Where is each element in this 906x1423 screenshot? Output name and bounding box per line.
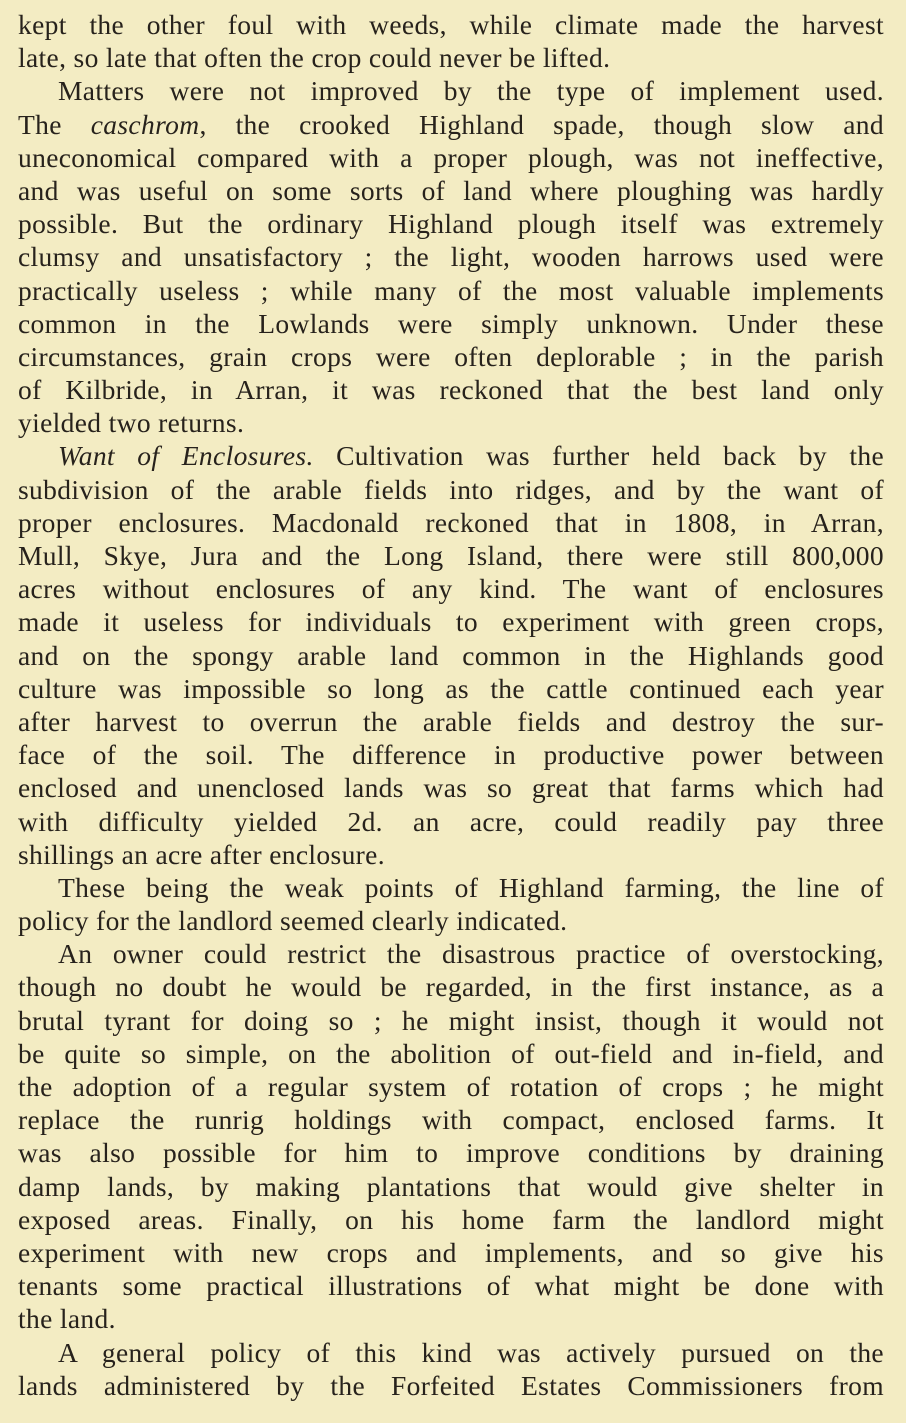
text-span: Matters were not improved by the type of implement used.	[58, 75, 884, 107]
text-span: possible. But the ordinary Highland plough itself was extremely	[18, 208, 884, 240]
text-span: brutal tyrant for doing so ; he might insist, though it would not	[18, 1004, 884, 1036]
text-span: lands administered by the Forfeited Estates Commissioners from	[18, 1369, 884, 1401]
text-line	[18, 174, 884, 207]
text-line	[18, 838, 884, 871]
text-line	[18, 373, 884, 406]
text-line	[18, 1136, 884, 1169]
text-span: tenants some practical illustrations of what might be done with	[18, 1270, 884, 1302]
paragraph	[18, 937, 884, 1335]
text-span: An owner could restrict the disastrous practice of overstocking,	[58, 938, 884, 970]
text-line	[18, 307, 884, 340]
text-line	[18, 8, 884, 41]
text-span: clumsy and unsatisfactory ; the light, wooden harrows used were	[18, 241, 884, 273]
text-span: practically useless ; while many of the most valuable implements	[18, 274, 884, 306]
text-line	[18, 738, 884, 771]
text-span: circumstances, grain crops were often deplorable ; in the parish	[18, 340, 884, 372]
text-span: of Kilbride, in Arran, it was reckoned that the best land only	[18, 374, 884, 406]
text-line	[18, 1302, 884, 1335]
text-span: Cultivation was further held back by the	[313, 440, 884, 472]
text-span: the land.	[18, 1303, 116, 1335]
text-line	[18, 970, 884, 1003]
paragraph	[18, 8, 884, 74]
text-line	[18, 539, 884, 572]
text-line	[18, 1269, 884, 1302]
text-span: with difficulty yielded 2d. an acre, could readily pay three	[18, 805, 884, 837]
text-span: These being the weak points of Highland farming, the line of	[58, 871, 884, 903]
italic-text: caschrom	[90, 108, 200, 140]
text-span: shillings an acre after enclosure.	[18, 838, 385, 870]
text-span: and on the spongy arable land common in the Highlands good	[18, 639, 884, 671]
text-span: culture was impossible so long as the cattle continued each year	[18, 672, 884, 704]
text-line	[18, 639, 884, 672]
text-span: enclosed and unenclosed lands was so great that farms which had	[18, 772, 884, 804]
text-span: made it useless for individuals to experiment with green crops,	[18, 606, 884, 638]
paragraph	[18, 871, 884, 937]
text-line	[18, 605, 884, 638]
text-line	[18, 1103, 884, 1136]
text-span: face of the soil. The difference in productive power between	[18, 739, 884, 771]
text-span: , the crooked Highland spade, though slow and	[199, 108, 884, 140]
text-span: the adoption of a regular system of rotation of crops ; he might	[18, 1071, 884, 1102]
text-span: yielded two returns.	[18, 407, 245, 439]
text-line	[18, 572, 884, 605]
text-line	[18, 240, 884, 273]
text-line	[18, 672, 884, 705]
text-line	[18, 705, 884, 738]
text-span: common in the Lowlands were simply unknown. Under these	[18, 307, 884, 339]
text-line	[18, 439, 884, 472]
text-line	[18, 1037, 884, 1070]
text-line	[18, 1004, 884, 1037]
text-span: policy for the landlord seemed clearly indicated.	[18, 905, 568, 937]
text-line	[18, 1336, 884, 1369]
text-line	[18, 1203, 884, 1236]
text-span: exposed areas. Finally, on his home farm the landlord might	[18, 1203, 884, 1235]
text-line	[18, 108, 884, 141]
text-line	[18, 1236, 884, 1269]
text-span: experiment with new crops and implements, and so give his	[18, 1236, 884, 1268]
text-span: acres without enclosures of any kind. The want of enclosures	[18, 573, 884, 605]
text-line	[18, 473, 884, 506]
text-line	[18, 937, 884, 970]
text-line	[18, 74, 884, 107]
paragraph	[18, 1336, 884, 1402]
text-line	[18, 1070, 884, 1103]
text-line	[18, 1170, 884, 1203]
text-span: Mull, Skye, Jura and the Long Island, there were still 800,000	[18, 540, 884, 571]
text-line	[18, 506, 884, 539]
text-line	[18, 141, 884, 174]
text-span: replace the runrig holdings with compact, enclosed farms. It	[18, 1104, 884, 1136]
text-span: kept the other foul with weeds, while climate made the harvest	[18, 9, 884, 40]
text-line	[18, 904, 884, 937]
text-line	[18, 207, 884, 240]
text-span: late, so late that often the crop could never be lifted.	[18, 42, 611, 74]
paragraph	[18, 439, 884, 870]
text-line	[18, 1369, 884, 1402]
text-span: after harvest to overrun the arable fields and destroy the sur-	[18, 705, 884, 737]
paragraph	[18, 74, 884, 439]
text-span: be quite so simple, on the abolition of out-field and in-field, and	[18, 1037, 884, 1069]
text-span: though no doubt he would be regarded, in the first instance, as a	[18, 971, 884, 1003]
text-span: subdivision of the arable fields into ridges, and by the want of	[18, 473, 884, 505]
text-span: uneconomical compared with a proper plough, was not ineffective,	[18, 141, 884, 173]
text-line	[18, 41, 884, 74]
italic-text: Want of Enclosures.	[58, 440, 314, 472]
text-line	[18, 771, 884, 804]
text-span: was also possible for him to improve conditions by draining	[18, 1137, 884, 1169]
text-line	[18, 805, 884, 838]
text-line	[18, 871, 884, 904]
text-span: proper enclosures. Macdonald reckoned that in 1808, in Arran,	[18, 506, 884, 538]
text-span: damp lands, by making plantations that would give shelter in	[18, 1170, 884, 1202]
text-line	[18, 406, 884, 439]
text-line	[18, 274, 884, 307]
text-line	[18, 340, 884, 373]
text-span: A general policy of this kind was actively pursued on the	[58, 1336, 884, 1368]
text-span: and was useful on some sorts of land where ploughing was hardly	[18, 174, 884, 206]
text-span: The	[18, 108, 91, 140]
